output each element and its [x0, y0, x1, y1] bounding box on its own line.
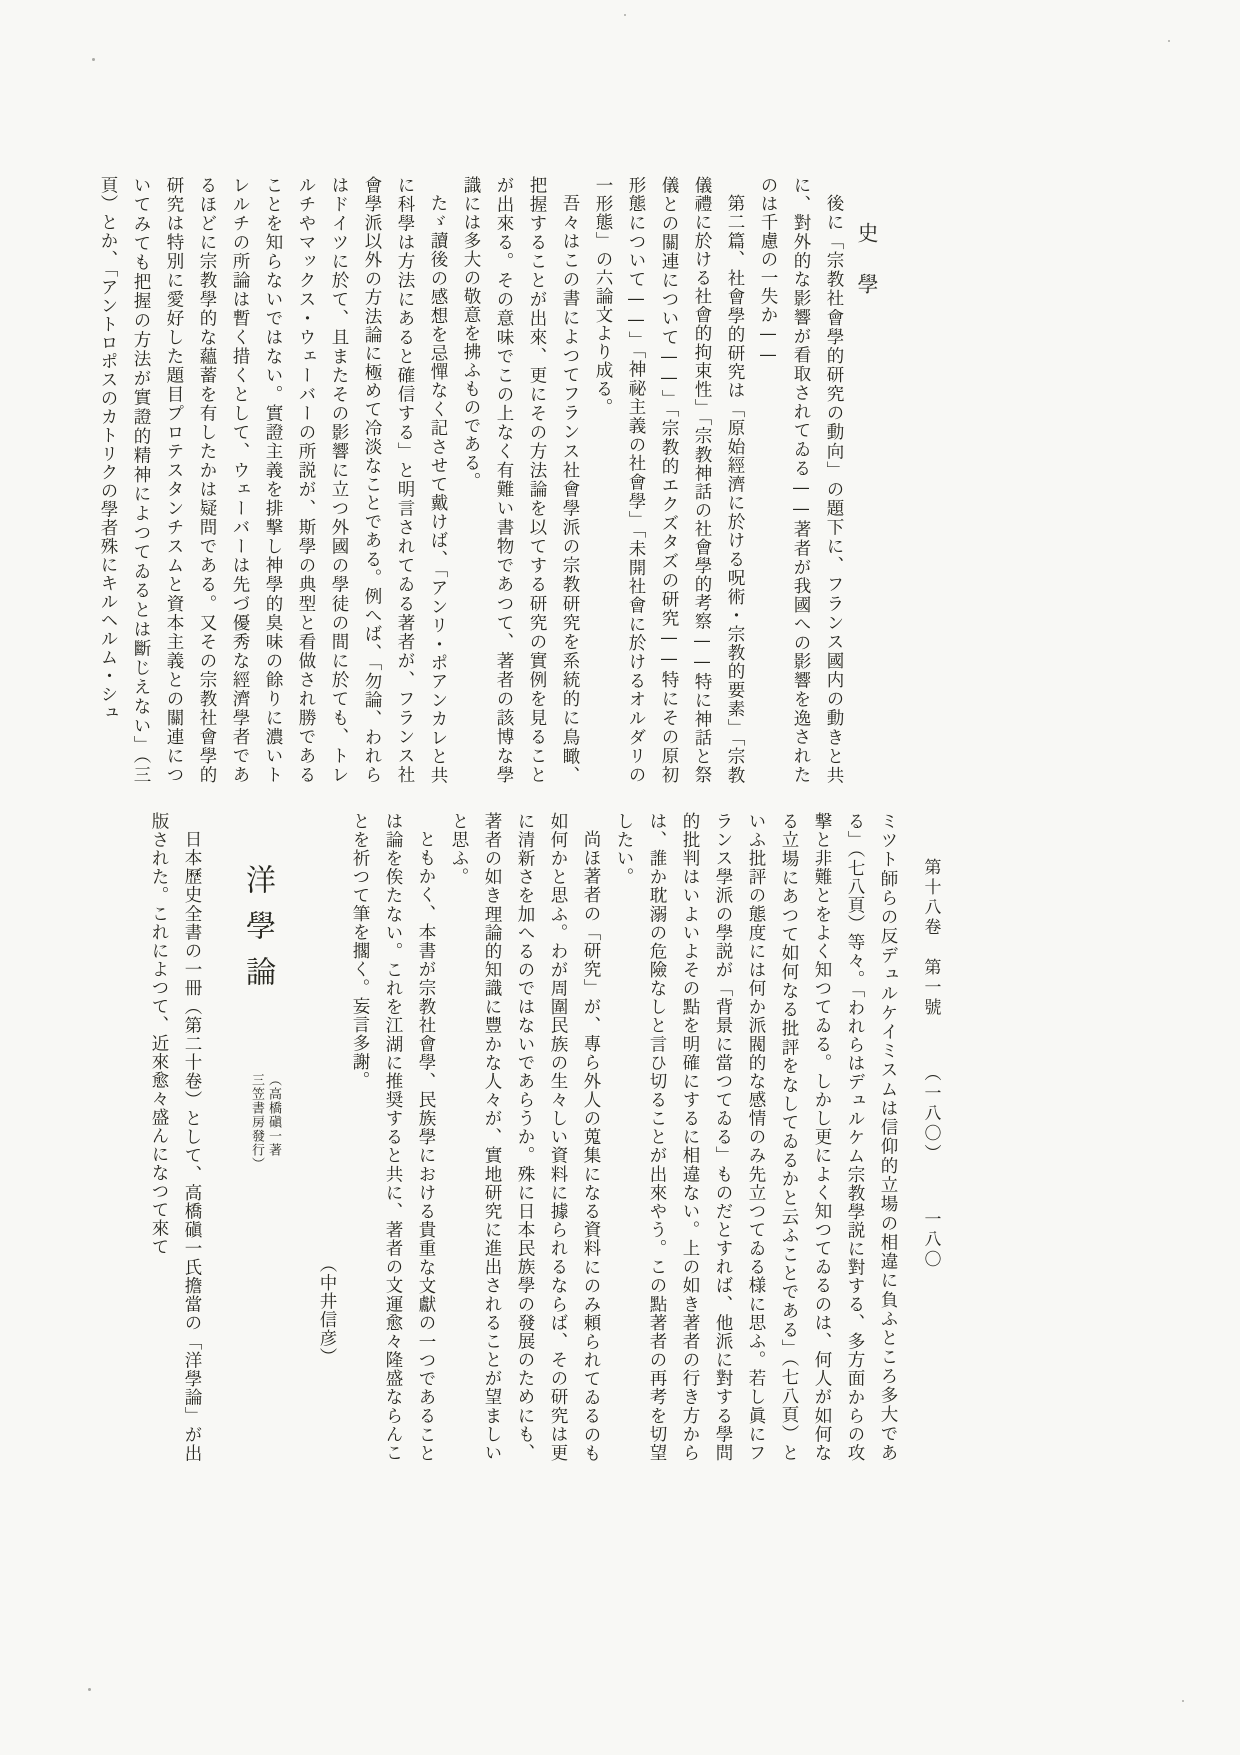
volume-issue-label: 第十八卷 第一號	[920, 858, 941, 1018]
reviewer-signature: （中井信彦）	[317, 1255, 337, 1366]
body-paragraph: ともかく、本書が宗教社會學、民族學における貴重な文獻の一つであることは論を俟たない。これを江湖に推奨すると共に、著者の文運愈々隆盛ならんことを祈つて筆を擱く。妄言多謝。	[350, 812, 436, 1462]
body-paragraph: たゞ讀後の感想を忌憚なく記させて戴けば、「アンリ・ポアンカレと共に科學は方法にあると確信する」と明言されてゐる著者が、フランス社會學派以外の方法論に極めて冷淡なことである。例へば、「勿論、われらはドイツに於て、且またその影響に立つ外國の學徒の間に於ても、トレルチやマックス・ウェーバーの所説が、斯學の典型と看做され勝であることを知らないではない。實證主義を排撃し神學的臭味の餘りに濃いトレルチの所論は暫く措くとして、ウェーバーは先づ優秀な經濟學者であるほどに宗教學的な蘊蓄を有したかは疑問である。又その宗教社會學的研究は特別に愛好した題目プロテスタンチスムと資本主義との關連についてみても把握の方法が實證的精神によつてゐるとは斷じえない」（三頁）とか、「アントロポスのカトリクの學者殊にキルヘルム・シュ	[98, 176, 448, 784]
body-paragraph: 尚ほ著者の「研究」が、專ら外人の蒐集になる資料にのみ頼られてゐるのも如何かと思ふ。わが周圍民族の生々しい資料に據られるならば、その研究は更に清新さを加へるのではないであらうか。殊に日本民族學の發展のためにも、著者の如き理論的知識に豐かな人々が、實地研究に進出されることが望ましいと思ふ。	[449, 812, 601, 1462]
page-number: 一八〇	[920, 1210, 941, 1270]
review-title-text: 洋學論	[240, 864, 275, 1002]
body-paragraph: 日本歷史全書の一冊（第二十卷）として、高橋磌一氏擔當の「洋學論」が出版された。これによつて、近來愈々盛んになつて來て	[149, 812, 202, 1462]
running-header	[916, 858, 946, 1270]
review-title	[238, 812, 282, 1462]
scan-speck	[92, 58, 95, 61]
author-publisher-block	[248, 1073, 282, 1171]
scan-speck	[88, 1688, 91, 1691]
body-paragraph: ミツト師らの反デュルケイミスムは信仰的立場の相違に負ふところ多大である」（七八頁）等々。「われらはデュルケム宗教學説に對する、多方面からの攻撃と非難とをよく知つてゐる。しかし更によく知つてゐるのは、何人が如何なる立場にあつて如何なる批評をなしてゐるかと云ふことである」（七八頁）といふ批評の態度には何か派閥的な感情のみ先立つてゐる様に思ふ。若し眞にフランス學派の學説が「背景に當つてゐる」ものだとすれば、他派に對する學問的批判はいよいよその點を明確にするに相違ない。上の如き著者の行き方からは、誰か耽溺の危險なしと言ひ切ることが出來やう。この點著者の再考を切望したい。	[614, 812, 898, 1462]
scan-speck	[1182, 1700, 1184, 1702]
scan-speck	[1168, 40, 1170, 42]
body-paragraph: 吾々はこの書によつてフランス社會學派の宗教研究を系統的に鳥瞰、把握することが出來、更にその方法論を以てする研究の實例を見ることが出來る。その意味でこの上なく有難い書物であつて、著者の該博な學識には多大の敬意を拂ふものである。	[461, 176, 580, 784]
publisher-line: 三笠書房發行）	[249, 1073, 264, 1171]
scan-speck	[624, 14, 626, 16]
upper-page-text	[88, 176, 850, 784]
body-paragraph: 第二篇、社會學的研究は「原始經濟に於ける呪術・宗教的要素」「宗教儀禮に於ける社會的拘束性」「宗教神話の社會學的考察——特に神話と祭儀との關連について——」「宗教的エクズタズの研究——特にその原初形態について——」「神祕主義の社會學」「未開社會に於けるオルダリの一形態」の六論文より成る。	[593, 176, 745, 784]
body-paragraph: 後に「宗教社會學的研究の動向」の題下に、フランス國内の動きと共に、對外的な影響が看取されてゐる——著者が我國への影響を逸されたのは千慮の一失か——	[758, 176, 844, 784]
lower-page-text	[96, 812, 904, 1462]
author-line: （高橋磌一著	[266, 1073, 281, 1157]
journal-title: 史學	[855, 222, 879, 324]
series-page-number: （一八〇）	[920, 1064, 941, 1164]
